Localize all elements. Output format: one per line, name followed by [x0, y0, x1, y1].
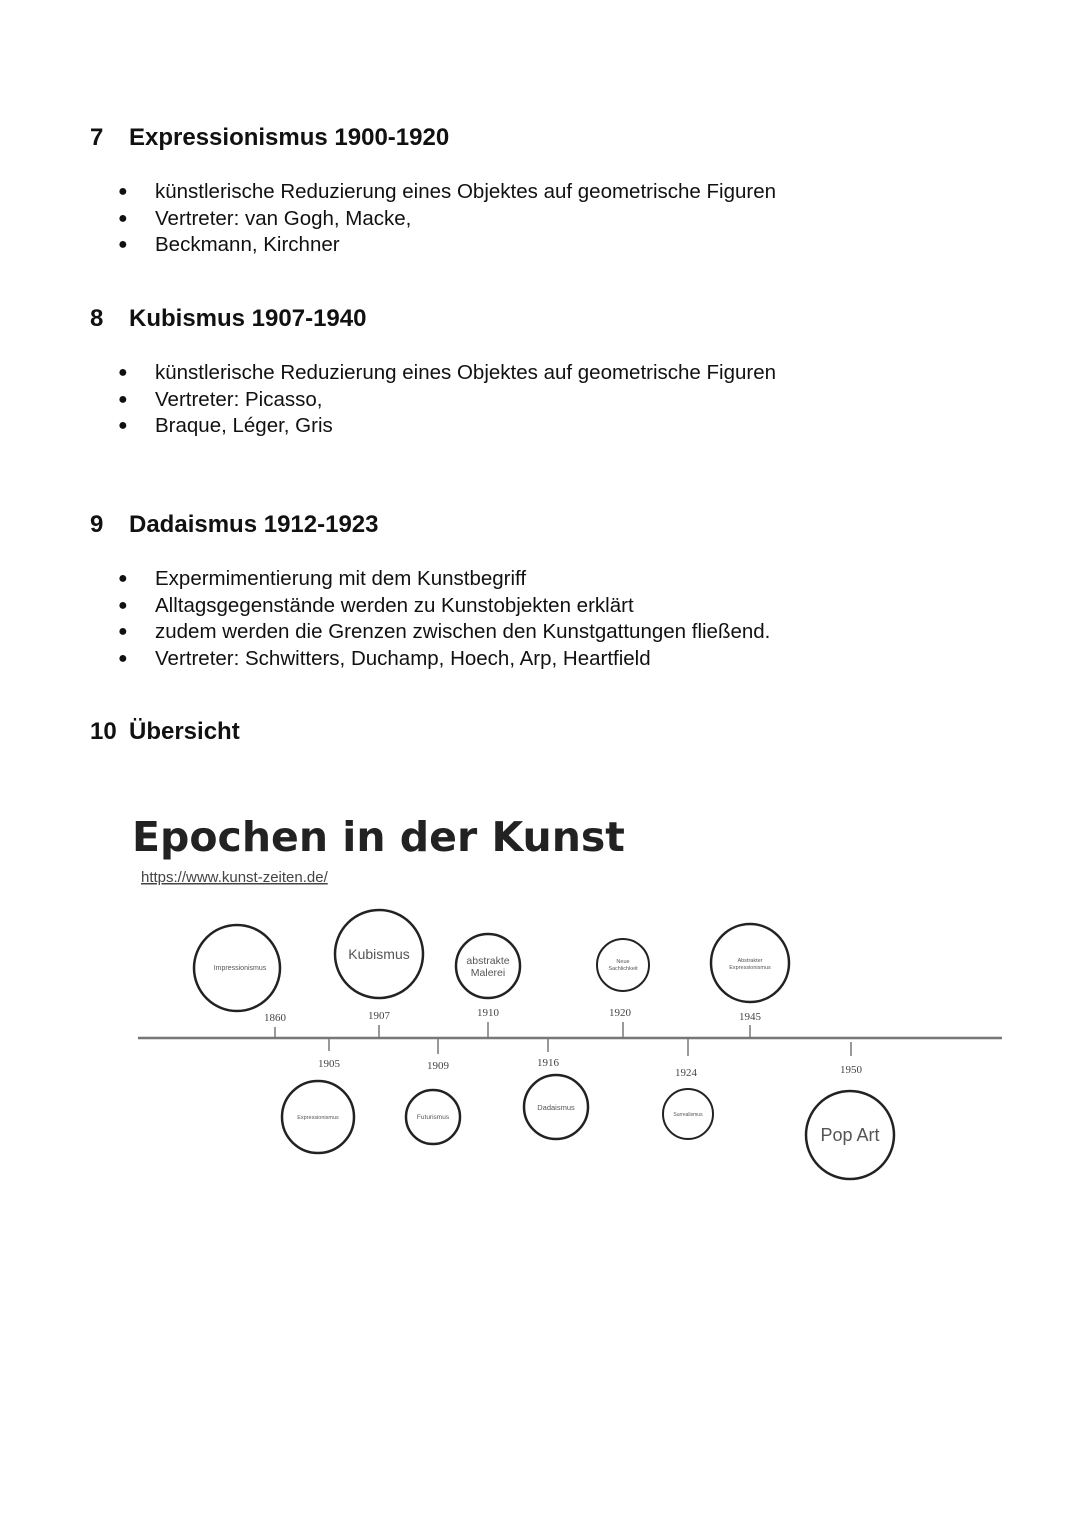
- section-title: Dadaismus 1912-1923: [129, 511, 379, 538]
- epoch-circle: [597, 939, 649, 991]
- bullet-list: [118, 566, 770, 672]
- list-item: [118, 387, 776, 414]
- epoch-abstrakte-malerei: [456, 934, 520, 1038]
- bullet-icon: ●: [118, 364, 128, 381]
- bullet-icon: ●: [118, 236, 128, 253]
- timeline-figure: [0, 800, 1080, 1200]
- section-title: Übersicht: [129, 718, 240, 745]
- epoch-kubismus: [335, 910, 423, 1038]
- bullet-icon: ●: [118, 209, 128, 227]
- epoch-year: 1860: [264, 1012, 286, 1024]
- timeline-source-url: https://www.kunst-zeiten.de/: [141, 869, 328, 886]
- bullet-icon: ●: [118, 623, 128, 640]
- list-item: [118, 646, 770, 673]
- bullet-list: [118, 179, 776, 259]
- bullet-icon: ●: [118, 596, 128, 614]
- section-number: 7: [90, 124, 104, 151]
- bullet-icon: ●: [118, 390, 128, 408]
- epoch-label: Expressionismus: [297, 1115, 339, 1121]
- section-title: Expressionismus 1900-1920: [129, 124, 450, 151]
- section-number: 8: [90, 305, 104, 332]
- list-item: [118, 593, 770, 620]
- epoch-pop-art: [806, 1042, 894, 1179]
- epoch-label: Abstrakter Expressionismus: [729, 958, 771, 971]
- list-item: [118, 413, 776, 440]
- section-expressionismus: [90, 124, 1010, 256]
- list-item: [118, 566, 770, 593]
- section-dadaismus: [90, 511, 1010, 670]
- epoch-label: Pop Art: [820, 1125, 880, 1145]
- section-heading: [90, 124, 1010, 152]
- bullet-list: [118, 360, 776, 440]
- epoch-label: Dadaismus: [537, 1103, 575, 1112]
- epoch-label: Impressionismus: [213, 965, 267, 972]
- epoch-year: 1909: [427, 1060, 449, 1072]
- list-item-text: zudem werden die Grenzen zwischen den Kunstgattungen fließend.: [155, 620, 771, 643]
- section-title: Kubismus 1907-1940: [129, 305, 367, 332]
- epoch-label: Futurismus: [416, 1114, 450, 1121]
- epoch-label: Kubismus: [348, 946, 410, 962]
- epoch-year: 1905: [318, 1058, 340, 1070]
- list-item-text: Braque, Léger, Gris: [155, 414, 333, 437]
- epoch-dadaismus: [524, 1038, 588, 1139]
- epoch-surrealismus: [663, 1038, 713, 1139]
- bullet-icon: ●: [118, 183, 128, 200]
- section-heading: [90, 305, 1010, 333]
- section-number: 9: [90, 511, 104, 538]
- section-heading: [90, 718, 1010, 746]
- list-item-text: Vertreter: van Gogh, Macke,: [155, 206, 412, 230]
- epoch-neue-sachlichkeit: [597, 939, 649, 1038]
- epoch-label: abstrakte Malerei: [466, 955, 510, 979]
- section-uebersicht: [90, 718, 1010, 746]
- epoch-label: Surrealismus: [673, 1112, 703, 1118]
- section-kubismus: [90, 305, 1010, 437]
- list-item: [118, 206, 776, 233]
- epoch-year: 1945: [739, 1011, 761, 1023]
- epoch-year: 1924: [675, 1067, 697, 1079]
- bullet-icon: ●: [118, 417, 128, 434]
- epoch-year: 1916: [537, 1057, 559, 1069]
- list-item-text: künstlerische Reduzierung eines Objektes auf geometrische Figuren: [155, 180, 777, 203]
- list-item-text: Beckmann, Kirchner: [155, 233, 340, 256]
- epoch-expressionismus: [282, 1038, 354, 1153]
- epoch-abstrakter-expressionismus: [711, 924, 789, 1038]
- epoch-year: 1907: [368, 1010, 390, 1022]
- epoch-year: 1950: [840, 1064, 862, 1076]
- section-number: 10: [90, 718, 117, 745]
- list-item-text: Vertreter: Schwitters, Duchamp, Hoech, Arp, Heartfield: [155, 646, 651, 670]
- epoch-impressionismus: [194, 925, 287, 1038]
- epoch-label: Neue Sachlichkeit: [608, 959, 638, 972]
- list-item-text: Vertreter: Picasso,: [155, 387, 323, 411]
- list-item: [118, 232, 776, 259]
- bullet-icon: ●: [118, 570, 128, 587]
- timeline-title: Epochen in der Kunst: [132, 813, 625, 861]
- list-item-text: künstlerische Reduzierung eines Objektes auf geometrische Figuren: [155, 361, 777, 384]
- list-item: [118, 619, 770, 646]
- bullet-icon: ●: [118, 649, 128, 667]
- section-heading: [90, 511, 1010, 539]
- epoch-year: 1920: [609, 1007, 631, 1019]
- list-item-text: Alltagsgegenstände werden zu Kunstobjekten erklärt: [155, 593, 634, 617]
- list-item: [118, 360, 776, 387]
- epoch-year: 1910: [477, 1007, 499, 1019]
- list-item-text: Expermimentierung mit dem Kunstbegriff: [155, 567, 527, 590]
- list-item: [118, 179, 776, 206]
- epoch-futurismus: [406, 1038, 460, 1144]
